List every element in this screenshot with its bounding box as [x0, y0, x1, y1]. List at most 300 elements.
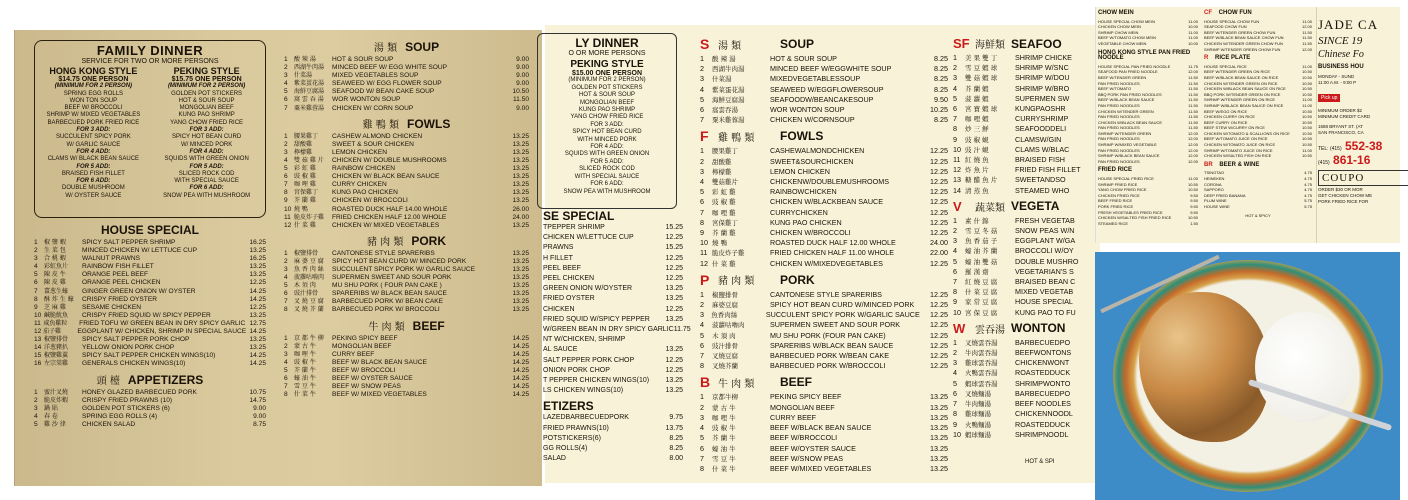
item-number: 3	[284, 350, 288, 358]
menu-row	[700, 454, 948, 464]
item-number: 1	[700, 146, 704, 156]
seafood-heading	[953, 36, 1103, 51]
item-price: 13.25	[930, 453, 948, 463]
item-number: 1	[284, 334, 288, 342]
menu-row	[953, 226, 1103, 236]
menu-row	[284, 266, 529, 274]
item-chinese-name: 牛肉麵湯	[965, 400, 991, 409]
item-number: 2	[34, 396, 38, 404]
item-number: 5	[284, 165, 288, 173]
menu-row	[284, 197, 529, 205]
item-chinese-name: 蠔 油 牛	[294, 375, 316, 382]
item-price: 11.50	[1188, 114, 1198, 120]
item-number: 4	[284, 80, 288, 88]
house-special-cut-list	[543, 223, 691, 396]
restaurant-name: JADE CA	[1318, 17, 1379, 32]
item-price: 13.25	[512, 197, 529, 205]
item-name: SHRIMP W/DOU	[1015, 73, 1070, 83]
item-price: 11.00	[1188, 29, 1198, 35]
item-price: 4.75	[1304, 181, 1312, 187]
family-item: FOR 3 ADD:	[590, 121, 624, 128]
item-number: 7	[953, 399, 957, 409]
item-price: 13.25	[512, 189, 529, 197]
item-name: MU SHU PORK (FOUR PAN CAKE)	[770, 330, 886, 340]
phone-1: TEL: (415) 552-38	[1318, 139, 1383, 153]
item-price: 12.00	[1301, 46, 1312, 52]
menu-row	[543, 335, 683, 345]
menu-row	[953, 73, 1103, 83]
family-item: FOR 5 ADD:	[76, 163, 111, 170]
item-price: 11.50	[1302, 35, 1312, 41]
family-item: BARBECUED PORK FRIED RICE	[47, 119, 140, 126]
item-price: 9.00	[253, 412, 266, 420]
item-name: NT W/CHICKEN, SHRIMP	[543, 336, 626, 344]
menu-row	[34, 360, 266, 368]
item-price: 12.25	[930, 330, 948, 340]
item-name: BEEF W/MIXED VEGETABLES	[770, 463, 872, 473]
item-price: 14.25	[512, 350, 529, 358]
item-chinese-name: 羅 漢 齋	[965, 267, 989, 276]
item-price: 13.25	[512, 148, 529, 156]
menu-row	[953, 420, 1103, 430]
item-name: HOUSE WINE	[1204, 204, 1230, 209]
item-chinese-name: 麻婆豆腐	[712, 301, 738, 310]
item-name: CASHEW ALMOND CHICKEN	[332, 132, 423, 140]
item-number: 9	[953, 419, 957, 429]
item-name: BARBECUEDPO	[1015, 337, 1071, 347]
item-number: 1	[953, 53, 957, 62]
item-price: 14.25	[512, 342, 529, 350]
item-name: SHRIMPWONTO	[1015, 378, 1071, 388]
menu-row	[953, 216, 1103, 226]
item-number: 13	[953, 175, 961, 185]
family-item: CLAMS W/ BLACK BEAN SAUCE	[47, 156, 140, 163]
item-number: 7	[284, 181, 288, 189]
item-name: BEEF CURRY ON RICE	[1204, 119, 1248, 125]
section-letter: F	[700, 128, 709, 145]
item-name: SAPPORO	[1204, 187, 1224, 193]
item-name: SHRIMPNOODL	[1015, 429, 1069, 439]
family-item: WON TON SOUP	[69, 97, 118, 104]
item-name: W/GREEN BEAN IN DRY SPICY GARLIC	[543, 326, 674, 334]
item-chinese-name: 宮保雞丁	[294, 189, 319, 197]
item-name: PRAWNS	[543, 244, 574, 252]
menu-row	[543, 366, 683, 376]
item-chinese-name: 紅 燒 魚	[965, 156, 989, 165]
menu-row	[700, 167, 948, 177]
menu-row	[953, 135, 1103, 145]
item-price: 11.50	[1188, 91, 1198, 97]
hot-spicy-legend: HOT & SPICY	[1245, 212, 1271, 218]
item-chinese-name: 蒙 古 牛	[712, 403, 736, 412]
family-item: SPICY HOT BEAN CURD	[572, 129, 642, 136]
menu-scan-right	[1095, 7, 1400, 243]
fried-rice-heading: FRIED RICE	[1098, 167, 1133, 174]
menu-row	[34, 255, 266, 263]
family-item: W/ MINCED PORK	[180, 141, 233, 148]
item-name: HEINEKEN	[1204, 176, 1225, 182]
hk-price: $14.75 ONE PERSON	[58, 76, 129, 83]
menu-row	[953, 368, 1103, 378]
item-chinese-name: 咖 哩 雞	[712, 208, 736, 217]
item-number: 8	[953, 124, 957, 134]
item-chinese-name: 脆皮炸子雞	[712, 249, 745, 258]
restaurant-brand	[1318, 17, 1408, 205]
item-number: 7	[953, 277, 957, 287]
menu-row	[284, 105, 529, 113]
item-price: 9.00	[516, 72, 529, 80]
item-name: BEEF W/ SNOW PEAS	[332, 383, 401, 391]
item-name: SUPERMEN SWEET AND SOUR PORK	[770, 320, 901, 330]
item-chinese-name: 豉汁排骨	[712, 341, 738, 350]
item-name: MONGOLIAN BEEF	[332, 342, 392, 350]
item-chinese-name: 什菜湯	[712, 75, 732, 84]
pk-title: PEKING STYLE	[173, 66, 240, 76]
item-name: WOR WONTON SOUP	[770, 105, 845, 115]
item-name: PLUM WINE	[1204, 198, 1227, 204]
item-name: SUCCULENT SPICY PORK W/ GARLIC SAUCE	[332, 265, 476, 273]
item-number: 1	[34, 388, 38, 396]
item-name: SEAWEED W/ EGG FLOWER SOUP	[332, 80, 442, 88]
item-price: 26.00	[512, 205, 529, 213]
item-chinese-name: 左宗棠雞	[44, 360, 69, 368]
item-number: 3	[34, 255, 38, 263]
item-chinese-name: 什 菜 雞	[294, 221, 316, 229]
menu-row	[543, 315, 683, 325]
business-hours: MONDAY - SUND 11:00 A.M. - 9:00 P	[1318, 74, 1357, 85]
veg-heading	[953, 199, 1103, 214]
menu-row	[284, 214, 529, 222]
item-name: BEEF STEW W/CURRY ON RICE	[1204, 125, 1265, 131]
coupon-notes: ORDER $30 OR MOR GET CHICKEN CHOW ME PORK FRIED RICE FOR	[1318, 187, 1373, 204]
item-name: ROASTEDDUCK	[1015, 368, 1071, 378]
item-price: 12.25	[930, 351, 948, 361]
item-chinese-name: 陳 皮 雞	[44, 279, 66, 287]
item-price: 11.00	[1302, 18, 1312, 24]
item-name: SHRIMP W/MIXED VEGETABLE	[1098, 142, 1157, 148]
peking-style	[152, 66, 261, 200]
item-number: 5	[284, 88, 288, 96]
item-price: 14.25	[249, 287, 266, 295]
menu-row	[953, 379, 1103, 389]
house-special-heading: HOUSE SPECIAL	[100, 223, 199, 237]
item-price: 13.25	[249, 344, 266, 352]
menu-row	[700, 248, 948, 258]
item-name: CHICKEN W/BLACKBEAN SAUCE	[770, 197, 884, 207]
item-price: 13.25	[512, 290, 529, 298]
item-number: 9	[953, 134, 957, 144]
menu-row	[543, 264, 683, 274]
item-name: SHRIMP W/TENDER GREEN	[1098, 130, 1152, 136]
family-item: BRAISED FISH FILLET	[61, 170, 125, 177]
item-chinese-name: 雙 菇 蝦 球	[965, 74, 998, 83]
menu-row	[953, 338, 1103, 348]
item-name: BEEF W/ BROCCOLI	[332, 366, 396, 374]
item-price: 13.25	[249, 336, 266, 344]
item-price: 12.00	[1187, 69, 1198, 75]
pk-min: (MINIMUM FOR 2 PERSON)	[167, 83, 246, 90]
item-price: 13.25	[930, 412, 948, 422]
item-chinese-name: 檸檬雞	[712, 167, 732, 176]
menu-row	[543, 325, 691, 335]
item-name: FRIED SQUID W/SPICY PEPPER	[543, 315, 650, 323]
section-chinese: 湯 類	[718, 40, 742, 52]
menu-row	[953, 114, 1103, 124]
item-price: 13.25	[930, 402, 948, 412]
menu-row	[284, 282, 529, 290]
item-name: CHICKEN W/ BROCCOLI	[332, 197, 408, 205]
item-chinese-name: 豉 椒 雞	[712, 198, 736, 207]
item-price: 11.50	[1188, 97, 1198, 103]
item-name: T PEPPER CHICKEN WINGS(10)	[543, 377, 650, 385]
section-chinese: 牛 肉 類	[718, 378, 755, 390]
family-item: WITH SPECIAL SAUCE	[174, 178, 239, 185]
menu-row	[953, 94, 1103, 104]
item-chinese-name: 豉 椒 牛	[712, 424, 736, 433]
item-number: 6	[953, 388, 957, 398]
item-price: 10.50	[1301, 108, 1312, 114]
item-price: 10.00	[1187, 40, 1198, 46]
hk-min: (MINIMUM FOR 2 PERSON)	[54, 83, 133, 90]
item-price: 12.25	[930, 228, 948, 238]
item-name: CHICKEN W/SALTED FISH FRIED RICE	[1098, 215, 1172, 221]
item-number: 11	[700, 248, 708, 258]
item-number: 6	[953, 266, 957, 276]
item-price: 13.25	[512, 249, 529, 257]
item-price: 10.50	[1301, 130, 1312, 136]
item-name: SPICY HOT BEAN CURD W/MINCED PORK	[770, 300, 915, 310]
item-number: 6	[700, 105, 704, 115]
item-number: 6	[284, 96, 288, 104]
menu-row	[700, 74, 948, 84]
item-price: 13.25	[665, 315, 683, 323]
item-name: SEAFOODW/BEANCAKESOUP	[770, 94, 874, 104]
menu-row	[34, 405, 266, 413]
item-name: SWEETANDSO	[1015, 175, 1066, 185]
item-price: 5.75	[1304, 198, 1312, 204]
item-number: 7	[700, 115, 704, 125]
item-chinese-name: 西湖牛肉湯	[294, 64, 325, 72]
item-price: 11.50	[512, 96, 529, 104]
soup-list	[284, 56, 529, 113]
item-chinese-name: 紫菜蛋花湯	[712, 85, 745, 94]
item-name: BEEF W/BLACK BEAN SAUCE	[1098, 97, 1155, 103]
p2-column-main	[700, 33, 948, 474]
menu-row	[34, 397, 266, 405]
item-price: 9.50	[1190, 198, 1198, 204]
family-item: MONGOLIAN BEEF	[579, 99, 634, 106]
noodle-column	[1098, 11, 1198, 226]
item-price: 13.25	[512, 265, 529, 273]
item-chinese-name: 雙菇雞片	[712, 178, 738, 187]
item-chinese-name: 火鴨麵湯	[965, 420, 991, 429]
item-chinese-name: 腰果雞丁	[712, 147, 738, 156]
family-item: HOT & SOUR SOUP	[178, 97, 235, 104]
item-name: HOUSE SPECIAL CHOW FUN	[1204, 18, 1260, 24]
item-name: CHICKEN W/ CORN SOUP	[332, 104, 414, 112]
item-price: 10.00	[1187, 24, 1198, 30]
item-price: 12.25	[930, 217, 948, 227]
item-price	[657, 335, 683, 345]
item-chinese-name: 西湖牛肉湯	[712, 65, 745, 74]
item-price: 12.25	[665, 234, 683, 242]
family-item: FOR 4 ADD:	[590, 144, 624, 151]
box-items	[540, 85, 674, 196]
item-number: 7	[700, 453, 704, 463]
menu-row	[700, 105, 948, 115]
item-price: 9.00	[253, 404, 266, 412]
menu-row	[700, 146, 948, 156]
item-chinese-name: 京都牛柳	[712, 393, 738, 402]
family-dinner-subtitle: SERVICE FOR TWO OR MORE PERSONS	[81, 58, 219, 65]
item-chinese-name: 雞 沙 律	[44, 420, 66, 428]
item-number: 1	[700, 289, 704, 299]
family-item: KUNG PAO SHRIMP	[578, 107, 636, 114]
item-price: 13.25	[665, 285, 683, 293]
item-chinese-name: 椒鹽雞翼	[44, 352, 69, 360]
item-price: 12.25	[930, 197, 948, 207]
menu-row	[34, 320, 266, 328]
pork-heading	[700, 272, 948, 288]
menu-row	[1204, 47, 1312, 53]
item-price: 9.50	[1190, 192, 1198, 198]
fowls-heading	[700, 128, 948, 144]
item-name: CLAMS W/BLAC	[1015, 144, 1070, 154]
item-chinese-name: 芝 麻 雞	[44, 303, 66, 311]
menu-row	[700, 423, 948, 433]
menu-column-1	[34, 220, 266, 429]
item-price: 11.00	[1302, 97, 1312, 103]
menu-row	[953, 399, 1103, 409]
item-number: 12	[284, 221, 292, 229]
menu-row	[543, 356, 683, 366]
item-name: SHRIMP W/TENDER GREEN ON RICE	[1204, 97, 1276, 103]
item-number: 3	[953, 358, 957, 368]
item-chinese-name: 什 菜 牛	[294, 391, 316, 399]
item-price: 12.25	[665, 305, 683, 313]
item-name: MINCED CHICKEN W/ LETTUCE CUP	[82, 247, 198, 255]
menu-row	[953, 53, 1103, 63]
section-title: SOUP	[780, 37, 815, 51]
item-chinese-name: 叉 燒 芥 蘭	[294, 306, 324, 314]
item-name: SPICY SALT PEPPER SHRIMP	[82, 239, 176, 246]
menu-row	[700, 331, 948, 341]
item-name: SALT PEPPER PORK CHOP	[543, 356, 635, 364]
item-name: HOUSE SPECIAL PAN FRIED NOODLE	[1098, 63, 1171, 69]
item-chinese-name: 魚 香 茄 子	[965, 237, 998, 246]
menu-row	[953, 84, 1103, 94]
item-number: 5	[700, 187, 704, 197]
item-number: 11	[34, 319, 41, 327]
section-chinese: 雞 鴨 類	[718, 132, 755, 144]
menu-row	[953, 267, 1103, 277]
item-name: HOUSE SPECIAL	[1015, 297, 1073, 307]
item-price: 10.50	[1301, 86, 1312, 92]
item-chinese-name: 生 菜 包	[44, 247, 66, 255]
family-item: HOT & SOUR SOUP	[579, 92, 635, 99]
menu-row	[953, 155, 1103, 165]
family-item: W/ OYSTER SAUCE	[65, 192, 122, 199]
item-number: 8	[953, 287, 957, 297]
family-item: SPRING EGG ROLLS	[63, 90, 124, 97]
item-name: CHICKEN CHOW MEIN	[1098, 24, 1141, 30]
menu-row	[284, 165, 529, 173]
item-chinese-name: 清 蒸 魚	[965, 186, 989, 195]
family-dinner-box	[34, 40, 266, 218]
menu-row	[953, 236, 1103, 246]
menu-row	[34, 296, 266, 304]
item-price: 12.25	[930, 310, 949, 320]
item-price: 13.25	[512, 221, 529, 229]
item-name: VEGETARIAN'S S	[1015, 266, 1074, 276]
item-number: 6	[284, 375, 288, 382]
item-name: CANTONESE STYLE SPARERIBS	[770, 289, 882, 299]
item-price: 10.50	[1187, 181, 1198, 187]
menu-row	[284, 359, 529, 367]
menu-row	[284, 367, 529, 375]
item-number: 1	[700, 54, 704, 63]
item-price: 8.25	[669, 445, 683, 453]
item-number: 9	[34, 303, 38, 311]
box-heading: PEKING STYLE	[570, 59, 644, 70]
appetizers-cut-list	[543, 413, 683, 464]
menu-row	[700, 300, 948, 310]
item-price: 8.25	[669, 434, 683, 442]
item-price: 15.25	[665, 224, 683, 231]
menu-row	[34, 352, 266, 360]
item-chinese-name: 燒 鴨	[294, 205, 308, 213]
menu-row	[700, 259, 948, 269]
item-name: CHICKEN W/CORNSOUP	[770, 115, 855, 125]
item-name: SPICY SALT PEPPER PORK CHOP	[82, 336, 190, 344]
item-name: SPICY HOT BEAN CURD W/ MINCED PORK	[332, 257, 467, 265]
menu-row	[700, 157, 948, 167]
item-price: 15.25	[665, 244, 683, 252]
item-number: 7	[700, 351, 704, 361]
item-number: 3	[284, 265, 288, 273]
item-number: 4	[284, 274, 288, 282]
item-name: BARBECUEDPO	[1015, 388, 1071, 398]
menu-row	[284, 133, 529, 141]
item-price: 13.25	[249, 263, 266, 271]
menu-row	[543, 243, 683, 253]
house-special-list	[34, 239, 266, 369]
menu-row	[953, 186, 1103, 196]
item-chinese-name: 蠔 油 雙 菇	[965, 257, 998, 266]
item-price: 13.25	[512, 173, 529, 181]
family-item: FOR 6 ADD:	[76, 178, 111, 185]
menu-row	[1098, 41, 1198, 47]
item-number: 5	[34, 420, 38, 428]
family-item: MONGOLIAN BEEF	[179, 105, 234, 112]
family-item: YANG CHOW FRIED RICE	[170, 119, 244, 126]
item-name: MONGOLIAN BEEF	[770, 402, 835, 412]
item-chinese-name: 糖 醋 魚 片	[965, 176, 998, 185]
item-price: 13.25	[930, 392, 948, 402]
menu-row	[700, 433, 948, 443]
menu-row	[700, 54, 948, 64]
item-name: SHRIMP FRIED RICE	[1098, 181, 1138, 187]
family-item: SLICED ROCK COD	[579, 166, 635, 173]
item-name: SPICY SALT PEPPER CHICKEN WINGS(10)	[82, 352, 216, 360]
item-price: 12.75	[249, 319, 266, 327]
item-name: BEEF W/EGG ON RICE	[1204, 108, 1248, 114]
item-name: CLAMSW/GIN	[1015, 134, 1062, 144]
wonton-heading	[953, 321, 1103, 336]
menu-row	[284, 149, 529, 157]
item-name: KUNG PAO TO FU	[1015, 307, 1076, 317]
item-name: CHICKEN W/ BLACK BEAN SAUCE	[332, 173, 440, 181]
